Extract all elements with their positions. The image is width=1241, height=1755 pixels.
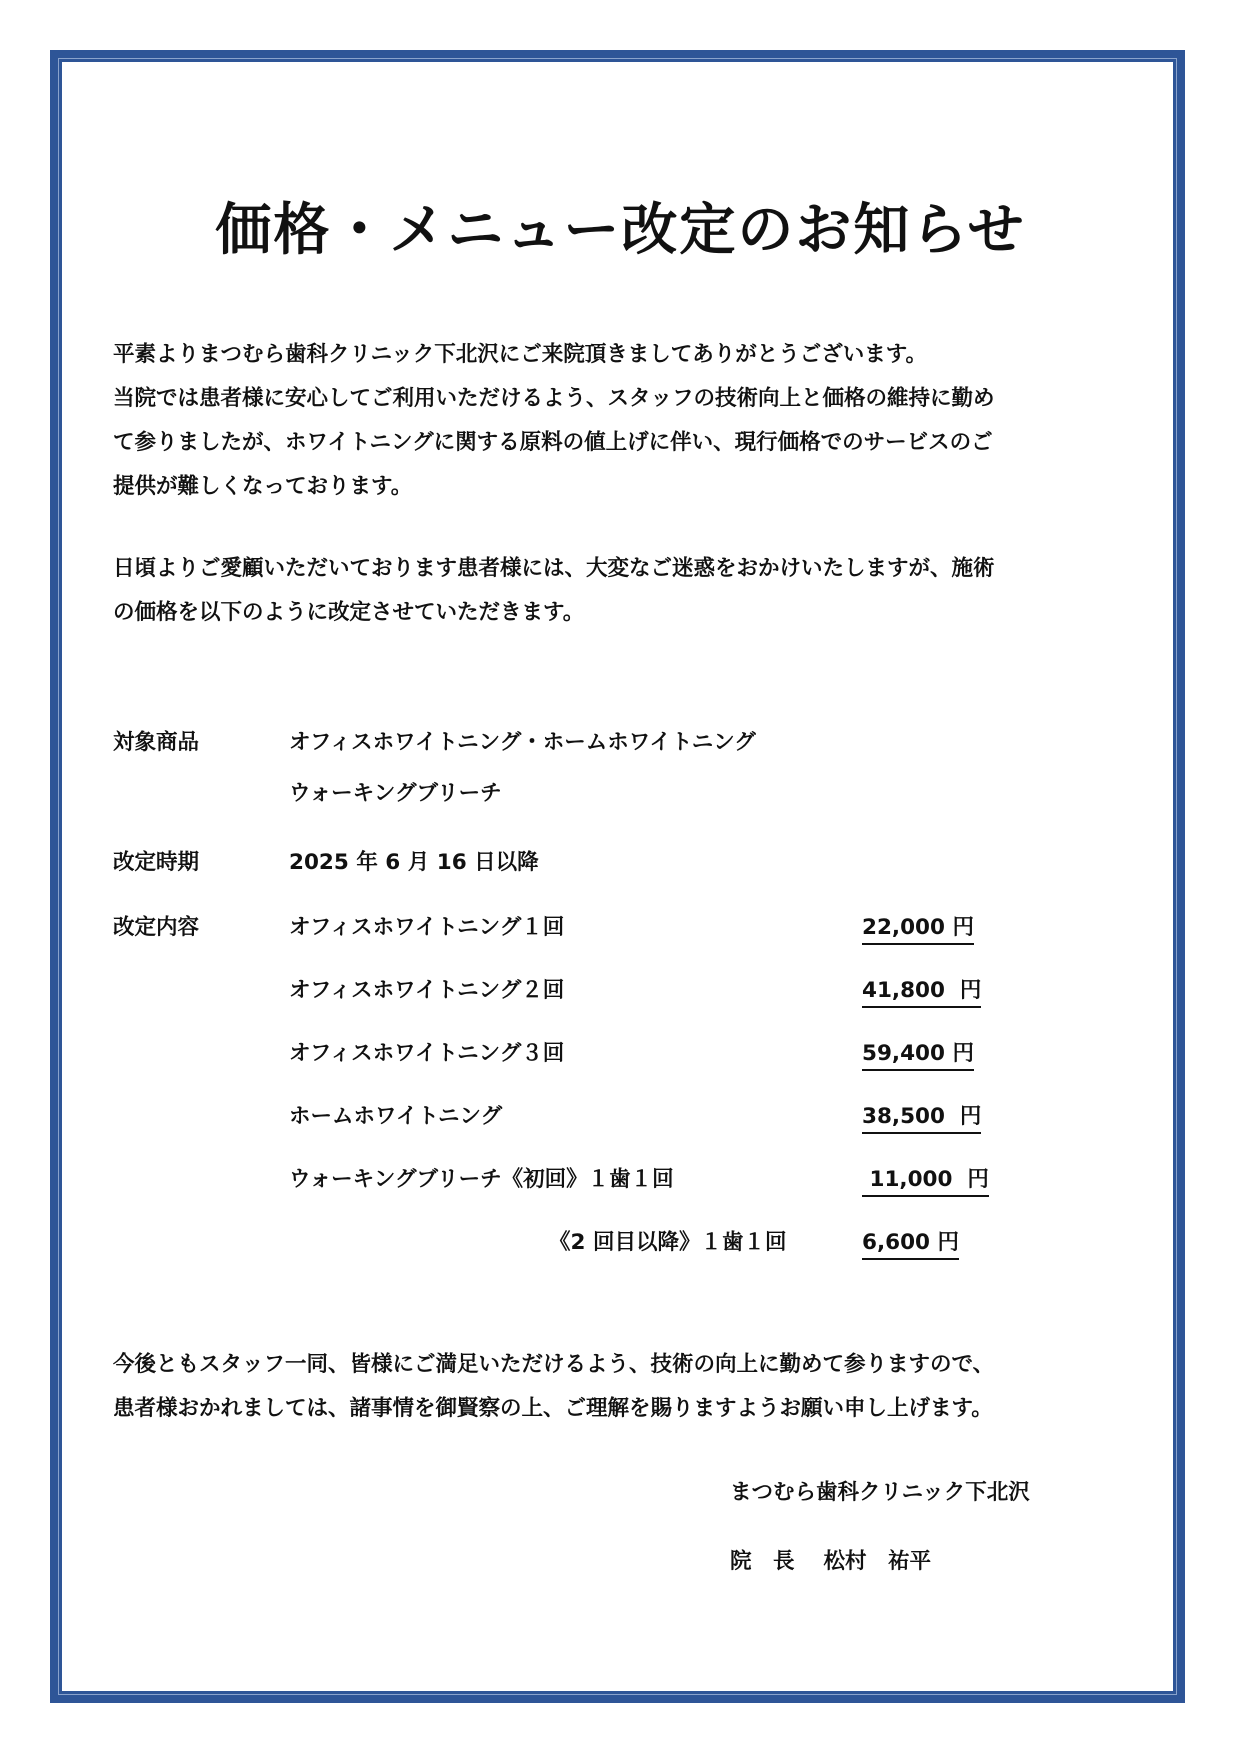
- price-item: ウォーキングブリーチ《初回》１歯１回: [289, 1167, 674, 1192]
- price-item: オフィスホワイトニング２回: [289, 978, 565, 1003]
- intro-line: 当院では患者様に安心してご利用いただけるよう、スタッフの技術向上と価格の維持に勤め: [113, 386, 995, 411]
- target-line: ウォーキングブリーチ: [289, 781, 502, 806]
- closing-paragraph: [113, 1343, 1133, 1431]
- notice-line: の価格を以下のように改定させていただきます。: [113, 600, 585, 625]
- price-value: 38,500 円: [862, 1099, 981, 1134]
- price-value: 59,400 円: [862, 1036, 974, 1071]
- director-name: 院 長 松村 祐平: [730, 1549, 931, 1574]
- price-row: [289, 1225, 1009, 1265]
- price-value: 41,800 円: [862, 973, 981, 1008]
- notice-line: 日頃よりご愛顧いただいております患者様には、大変なご迷惑をおかけいたしますが、施術: [113, 556, 995, 581]
- price-item: オフィスホワイトニング３回: [289, 1041, 565, 1066]
- intro-line: 提供が難しくなっております。: [113, 474, 413, 499]
- price-row: [289, 973, 1009, 1013]
- price-item: 《2 回目以降》１歯１回: [549, 1230, 787, 1255]
- price-item: ホームホワイトニング: [289, 1104, 503, 1129]
- page-border-inner-line: [58, 58, 1177, 1695]
- intro-paragraph: [113, 333, 1133, 509]
- date-value: 2025 年 6 月 16 日以降: [289, 850, 539, 875]
- price-row: [289, 1162, 1009, 1202]
- intro-line: 平素よりまつむら歯科クリニック下北沢にご来院頂きましてありがとうございます。: [113, 342, 927, 367]
- content-label: 改定内容: [113, 915, 200, 940]
- clinic-name: まつむら歯科クリニック下北沢: [730, 1480, 1030, 1505]
- page-title: 価格・メニュー改定のお知らせ: [215, 198, 1026, 263]
- target-label: 対象商品: [113, 730, 200, 755]
- price-row: [289, 1099, 1009, 1139]
- price-row: [289, 910, 1009, 950]
- date-label: 改定時期: [113, 850, 200, 875]
- price-value: 11,000 円: [862, 1162, 989, 1197]
- notice-paragraph: [113, 547, 1133, 635]
- target-line: オフィスホワイトニング・ホームホワイトニング: [289, 730, 756, 755]
- price-value: 6,600 円: [862, 1225, 959, 1260]
- price-row: [289, 1036, 1009, 1076]
- price-item: オフィスホワイトニング１回: [289, 915, 565, 940]
- intro-line: て参りましたが、ホワイトニングに関する原料の値上げに伴い、現行価格でのサービスのご: [113, 430, 993, 455]
- closing-line: 患者様おかれましては、諸事情を御賢察の上、ご理解を賜りますようお願い申し上げます。: [113, 1396, 993, 1421]
- price-value: 22,000 円: [862, 910, 974, 945]
- closing-line: 今後ともスタッフ一同、皆様にご満足いただけるよう、技術の向上に勤めて参りますので、: [113, 1352, 995, 1377]
